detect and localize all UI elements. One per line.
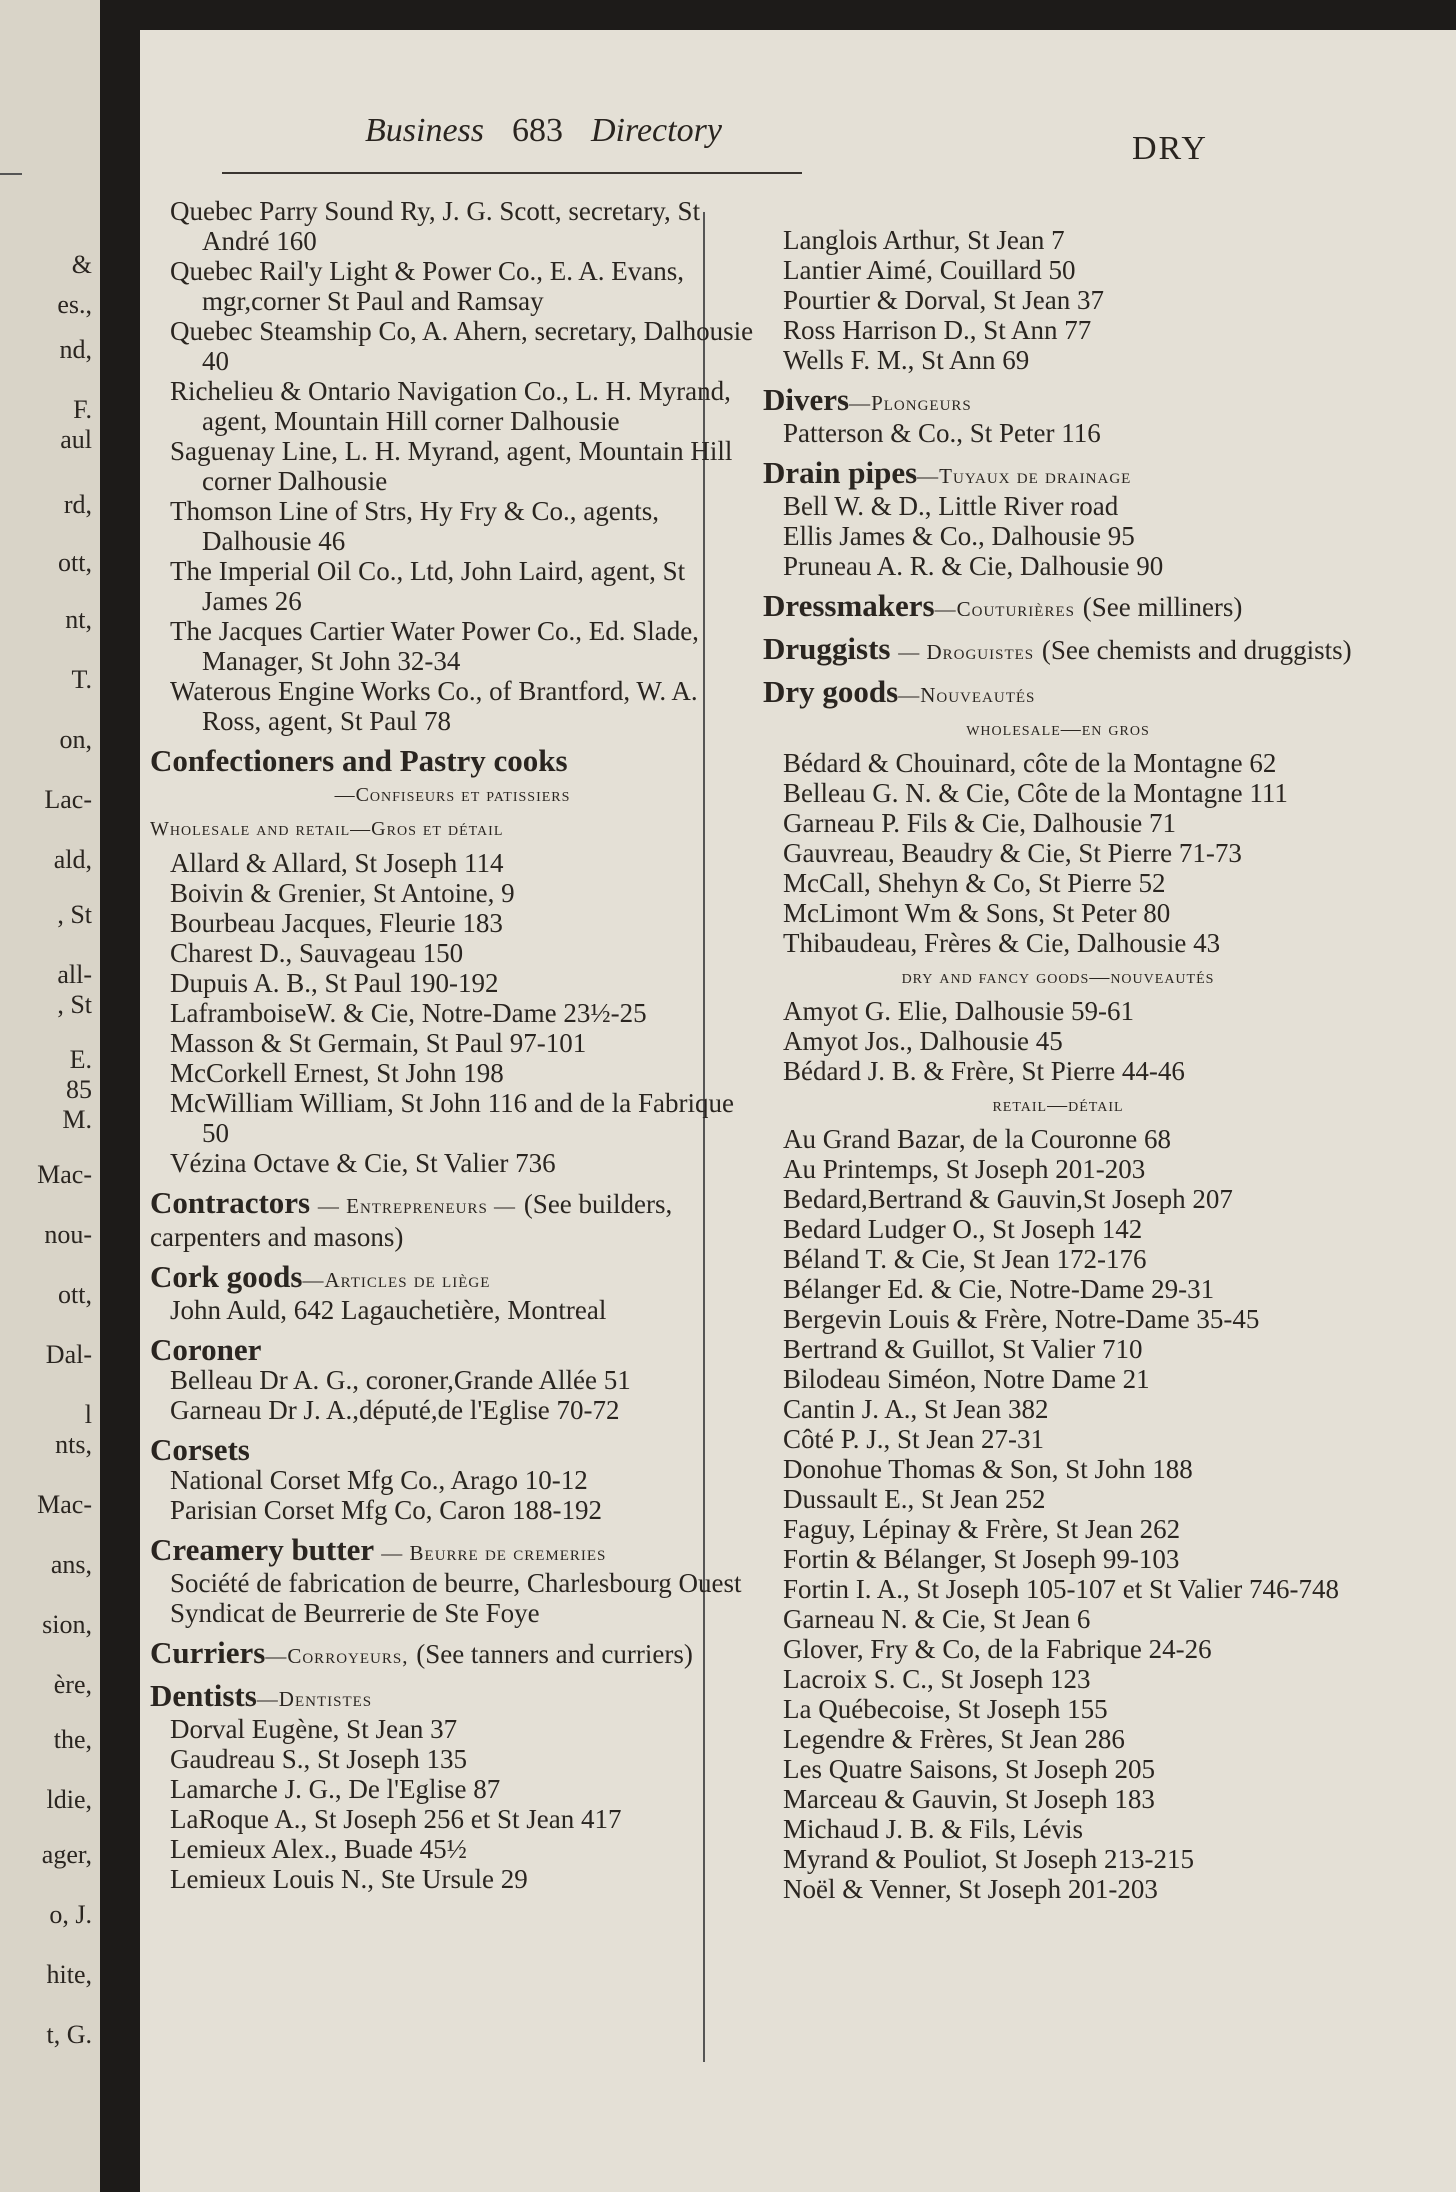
left-column — [150, 196, 755, 1894]
directory-entry: Fortin I. A., St Joseph 105-107 et St Valier 746-748 — [783, 1574, 1339, 1604]
heading-curriers: Curriers—Corroyeurs, (See tanners and curriers) — [150, 1635, 693, 1670]
directory-entry: Legendre & Frères, St Jean 286 — [783, 1724, 1125, 1754]
facing-page-edge — [0, 0, 100, 2192]
directory-entry: Amyot Jos., Dalhousie 45 — [783, 1026, 1063, 1056]
directory-entry: Bélanger Ed. & Cie, Notre-Dame 29-31 — [783, 1274, 1215, 1304]
directory-entry: The Imperial Oil Co., Ltd, John Laird, agent, St James 26 — [170, 556, 686, 616]
directory-entry: Les Quatre Saisons, St Joseph 205 — [783, 1754, 1155, 1784]
directory-entry: Patterson & Co., St Peter 116 — [783, 418, 1101, 448]
heading-druggists: Druggists — Droguistes (See chemists and druggists) — [763, 631, 1352, 666]
directory-entry: Gaudreau S., St Joseph 135 — [170, 1744, 467, 1774]
directory-entry: John Auld, 642 Lagauchetière, Montreal — [170, 1295, 607, 1325]
directory-entry: Dussault E., St Jean 252 — [783, 1484, 1046, 1514]
directory-entry: La Québecoise, St Joseph 155 — [783, 1694, 1108, 1724]
facing-page-fragment: rd, — [63, 490, 92, 519]
heading-cork-goods: Cork goods—Articles de liège — [150, 1259, 491, 1294]
directory-entry: Au Printemps, St Joseph 201-203 — [783, 1154, 1146, 1184]
directory-entry: Lacroix S. C., St Joseph 123 — [783, 1664, 1091, 1694]
directory-entry: Quebec Rail'y Light & Power Co., E. A. Evans, mgr,corner St Paul and Ramsay — [170, 256, 685, 316]
directory-entry: Noël & Venner, St Joseph 201-203 — [783, 1874, 1158, 1904]
directory-entry: Allard & Allard, St Joseph 114 — [170, 848, 504, 878]
heading-dry-goods: Dry goods—Nouveautés — [763, 674, 1036, 709]
directory-entry: Quebec Steamship Co, A. Ahern, secretary, Dalhousie 40 — [170, 316, 754, 376]
heading-coroner: Coroner — [150, 1332, 262, 1367]
directory-entry: Glover, Fry & Co, de la Fabrique 24-26 — [783, 1634, 1212, 1664]
facing-page-fragment: nd, — [59, 335, 92, 364]
directory-entry: Bilodeau Siméon, Notre Dame 21 — [783, 1364, 1150, 1394]
directory-entry: Garneau P. Fils & Cie, Dalhousie 71 — [783, 808, 1176, 838]
directory-entry: Garneau Dr J. A.,député,de l'Eglise 70-72 — [170, 1395, 620, 1425]
facing-page-fragment: Mac- — [37, 1160, 92, 1189]
directory-entry: Charest D., Sauvageau 150 — [170, 938, 464, 968]
heading-dentists: Dentists—Dentistes — [150, 1678, 373, 1713]
directory-entry: Bédard J. B. & Frère, St Pierre 44-46 — [783, 1056, 1185, 1086]
facing-page-fragment: on, — [59, 725, 92, 754]
directory-entry: McCall, Shehyn & Co, St Pierre 52 — [783, 868, 1166, 898]
directory-entry: Masson & St Germain, St Paul 97-101 — [170, 1028, 587, 1058]
running-head — [365, 112, 1025, 150]
facing-page-fragment: F. — [73, 395, 92, 424]
directory-entry: Pourtier & Dorval, St Jean 37 — [783, 285, 1104, 315]
facing-page-fragment: T. — [71, 665, 92, 694]
dry-goods-wholesale-sub: wholesale—en gros — [966, 718, 1150, 740]
heading-creamery-butter: Creamery butter — Beurre de cremeries — [150, 1532, 607, 1567]
directory-entry: Donohue Thomas & Son, St John 188 — [783, 1454, 1193, 1484]
directory-entry: Belleau Dr A. G., coroner,Grande Allée 51 — [170, 1365, 631, 1395]
facing-page-rule — [0, 173, 22, 175]
heading-divers: Divers—Plongeurs — [763, 382, 972, 417]
facing-page-fragment: aul — [60, 425, 92, 454]
facing-page-fragment: t, G. — [46, 2020, 92, 2049]
directory-entry: Vézina Octave & Cie, St Valier 736 — [170, 1148, 556, 1178]
directory-entry: Bell W. & D., Little River road — [783, 491, 1119, 521]
facing-page-fragment: & — [71, 250, 92, 279]
directory-entry: Quebec Parry Sound Ry, J. G. Scott, secretary, St André 160 — [170, 196, 701, 256]
directory-entry: Béland T. & Cie, St Jean 172-176 — [783, 1244, 1147, 1274]
confectioners-french: —Confiseurs et patissiers — [334, 784, 571, 806]
facing-page-fragment: Lac- — [44, 785, 92, 814]
heading-drain-pipes: Drain pipes—Tuyaux de drainage — [763, 455, 1132, 490]
directory-entry: McLimont Wm & Sons, St Peter 80 — [783, 898, 1171, 928]
facing-page-fragment: Mac- — [37, 1490, 92, 1519]
page-number: 683 — [512, 112, 563, 149]
directory-entry: National Corset Mfg Co., Arago 10-12 — [170, 1465, 588, 1495]
directory-entry: Côté P. J., St Jean 27-31 — [783, 1424, 1045, 1454]
directory-entry: The Jacques Cartier Water Power Co., Ed. Slade, Manager, St John 32-34 — [170, 616, 699, 676]
directory-entry: Lantier Aimé, Couillard 50 — [783, 255, 1076, 285]
facing-page-fragment: ldie, — [46, 1785, 92, 1814]
header-rule — [222, 172, 802, 174]
directory-entry: Michaud J. B. & Fils, Lévis — [783, 1814, 1084, 1844]
facing-page-fragment: sion, — [42, 1610, 92, 1639]
directory-entry: Bédard & Chouinard, côte de la Montagne 62 — [783, 748, 1277, 778]
directory-entry: Bergevin Louis & Frère, Notre-Dame 35-45 — [783, 1304, 1260, 1334]
directory-entry: Belleau G. N. & Cie, Côte de la Montagne 111 — [783, 778, 1288, 808]
facing-page-fragment: ère, — [53, 1670, 92, 1699]
right-column — [763, 225, 1353, 1904]
directory-entry: Pruneau A. R. & Cie, Dalhousie 90 — [783, 551, 1164, 581]
directory-entry: Bertrand & Guillot, St Valier 710 — [783, 1334, 1143, 1364]
directory-entry: Thomson Line of Strs, Hy Fry & Co., agents, Dalhousie 46 — [170, 496, 659, 556]
directory-entry: Waterous Engine Works Co., of Brantford, W. A. Ross, agent, St Paul 78 — [170, 676, 698, 736]
facing-page-fragment: es., — [57, 290, 92, 319]
directory-entry: Au Grand Bazar, de la Couronne 68 — [783, 1124, 1172, 1154]
directory-entry: Wells F. M., St Ann 69 — [783, 345, 1030, 375]
directory-entry: Saguenay Line, L. H. Myrand, agent, Mountain Hill corner Dalhousie — [170, 436, 733, 496]
facing-page-fragment: M. — [62, 1105, 92, 1134]
running-head-right: Directory — [591, 112, 722, 149]
directory-entry: Syndicat de Beurrerie de Ste Foye — [170, 1598, 540, 1628]
directory-entry: Ross Harrison D., St Ann 77 — [783, 315, 1092, 345]
directory-entry: Marceau & Gauvin, St Joseph 183 — [783, 1784, 1155, 1814]
dry-goods-fancy-sub: dry and fancy goods—nouveautés — [901, 966, 1215, 988]
directory-entry: LaframboiseW. & Cie, Notre-Dame 23½-25 — [170, 998, 647, 1028]
directory-entry: McWilliam William, St John 116 and de la Fabrique 50 — [170, 1088, 734, 1148]
facing-page-fragment: ott, — [58, 1280, 92, 1309]
facing-page-fragment: , St — [57, 900, 92, 929]
heading-contractors: Contractors — Entrepreneurs — (See builders, carpenters and masons) — [150, 1185, 673, 1252]
directory-entry: McCorkell Ernest, St John 198 — [170, 1058, 504, 1088]
heading-dressmakers: Dressmakers—Couturières (See milliners) — [763, 588, 1243, 623]
facing-page-fragment: ald, — [53, 845, 92, 874]
facing-page-fragment: , St — [57, 990, 92, 1019]
directory-entry: Ellis James & Co., Dalhousie 95 — [783, 521, 1135, 551]
directory-entry: Amyot G. Elie, Dalhousie 59-61 — [783, 996, 1134, 1026]
facing-page-fragment: Dal- — [45, 1340, 92, 1369]
directory-entry: Thibaudeau, Frères & Cie, Dalhousie 43 — [783, 928, 1221, 958]
directory-entry: Dorval Eugène, St Jean 37 — [170, 1714, 458, 1744]
directory-entry: Société de fabrication de beurre, Charlesbourg Ouest — [170, 1568, 742, 1598]
directory-entry: Lemieux Louis N., Ste Ursule 29 — [170, 1864, 528, 1894]
running-head-left: Business — [365, 112, 484, 149]
dry-goods-retail-sub: retail—détail — [992, 1094, 1124, 1116]
directory-entry: Dupuis A. B., St Paul 190-192 — [170, 968, 499, 998]
facing-page-fragment: ager, — [41, 1840, 92, 1869]
facing-page-fragment: E. — [69, 1045, 92, 1074]
directory-entry: Langlois Arthur, St Jean 7 — [783, 225, 1065, 255]
facing-page-fragment: 85 — [66, 1075, 92, 1104]
facing-page-fragment: hite, — [46, 1960, 92, 1989]
directory-entry: Bourbeau Jacques, Fleurie 183 — [170, 908, 503, 938]
directory-entry: Cantin J. A., St Jean 382 — [783, 1394, 1049, 1424]
facing-page-fragment: ott, — [58, 548, 92, 577]
directory-entry: Faguy, Lépinay & Frère, St Jean 262 — [783, 1514, 1181, 1544]
heading-corsets: Corsets — [150, 1432, 250, 1467]
directory-entry: Boivin & Grenier, St Antoine, 9 — [170, 878, 515, 908]
directory-entry: Lamarche J. G., De l'Eglise 87 — [170, 1774, 501, 1804]
directory-entry: Lemieux Alex., Buade 45½ — [170, 1834, 467, 1864]
directory-entry: LaRoque A., St Joseph 256 et St Jean 417 — [170, 1804, 622, 1834]
directory-entry: Gauvreau, Beaudry & Cie, St Pierre 71-73 — [783, 838, 1242, 868]
guide-letters: DRY — [1132, 130, 1208, 167]
directory-entry: Fortin & Bélanger, St Joseph 99-103 — [783, 1544, 1180, 1574]
facing-page-fragment: l — [84, 1400, 92, 1429]
facing-page-fragment: ans, — [50, 1550, 92, 1579]
facing-page-fragment: the, — [53, 1725, 92, 1754]
facing-page-fragment: nt, — [65, 605, 92, 634]
directory-entry: Bedard,Bertrand & Gauvin,St Joseph 207 — [783, 1184, 1233, 1214]
heading-confectioners: Confectioners and Pastry cooks — [150, 743, 568, 778]
directory-entry: Myrand & Pouliot, St Joseph 213-215 — [783, 1844, 1195, 1874]
directory-entry: Bedard Ludger O., St Joseph 142 — [783, 1214, 1143, 1244]
facing-page-fragment: nou- — [44, 1220, 92, 1249]
facing-page-fragment: all- — [57, 960, 92, 989]
directory-entry: Richelieu & Ontario Navigation Co., L. H. Myrand, agent, Mountain Hill corner Dalhousie — [170, 376, 731, 436]
facing-page-fragment: o, J. — [49, 1900, 92, 1929]
directory-entry: Garneau N. & Cie, St Jean 6 — [783, 1604, 1091, 1634]
confectioners-sub: Wholesale and retail—Gros et détail — [150, 818, 504, 840]
facing-page-fragment: nts, — [55, 1430, 92, 1459]
directory-entry: Parisian Corset Mfg Co, Caron 188-192 — [170, 1495, 602, 1525]
